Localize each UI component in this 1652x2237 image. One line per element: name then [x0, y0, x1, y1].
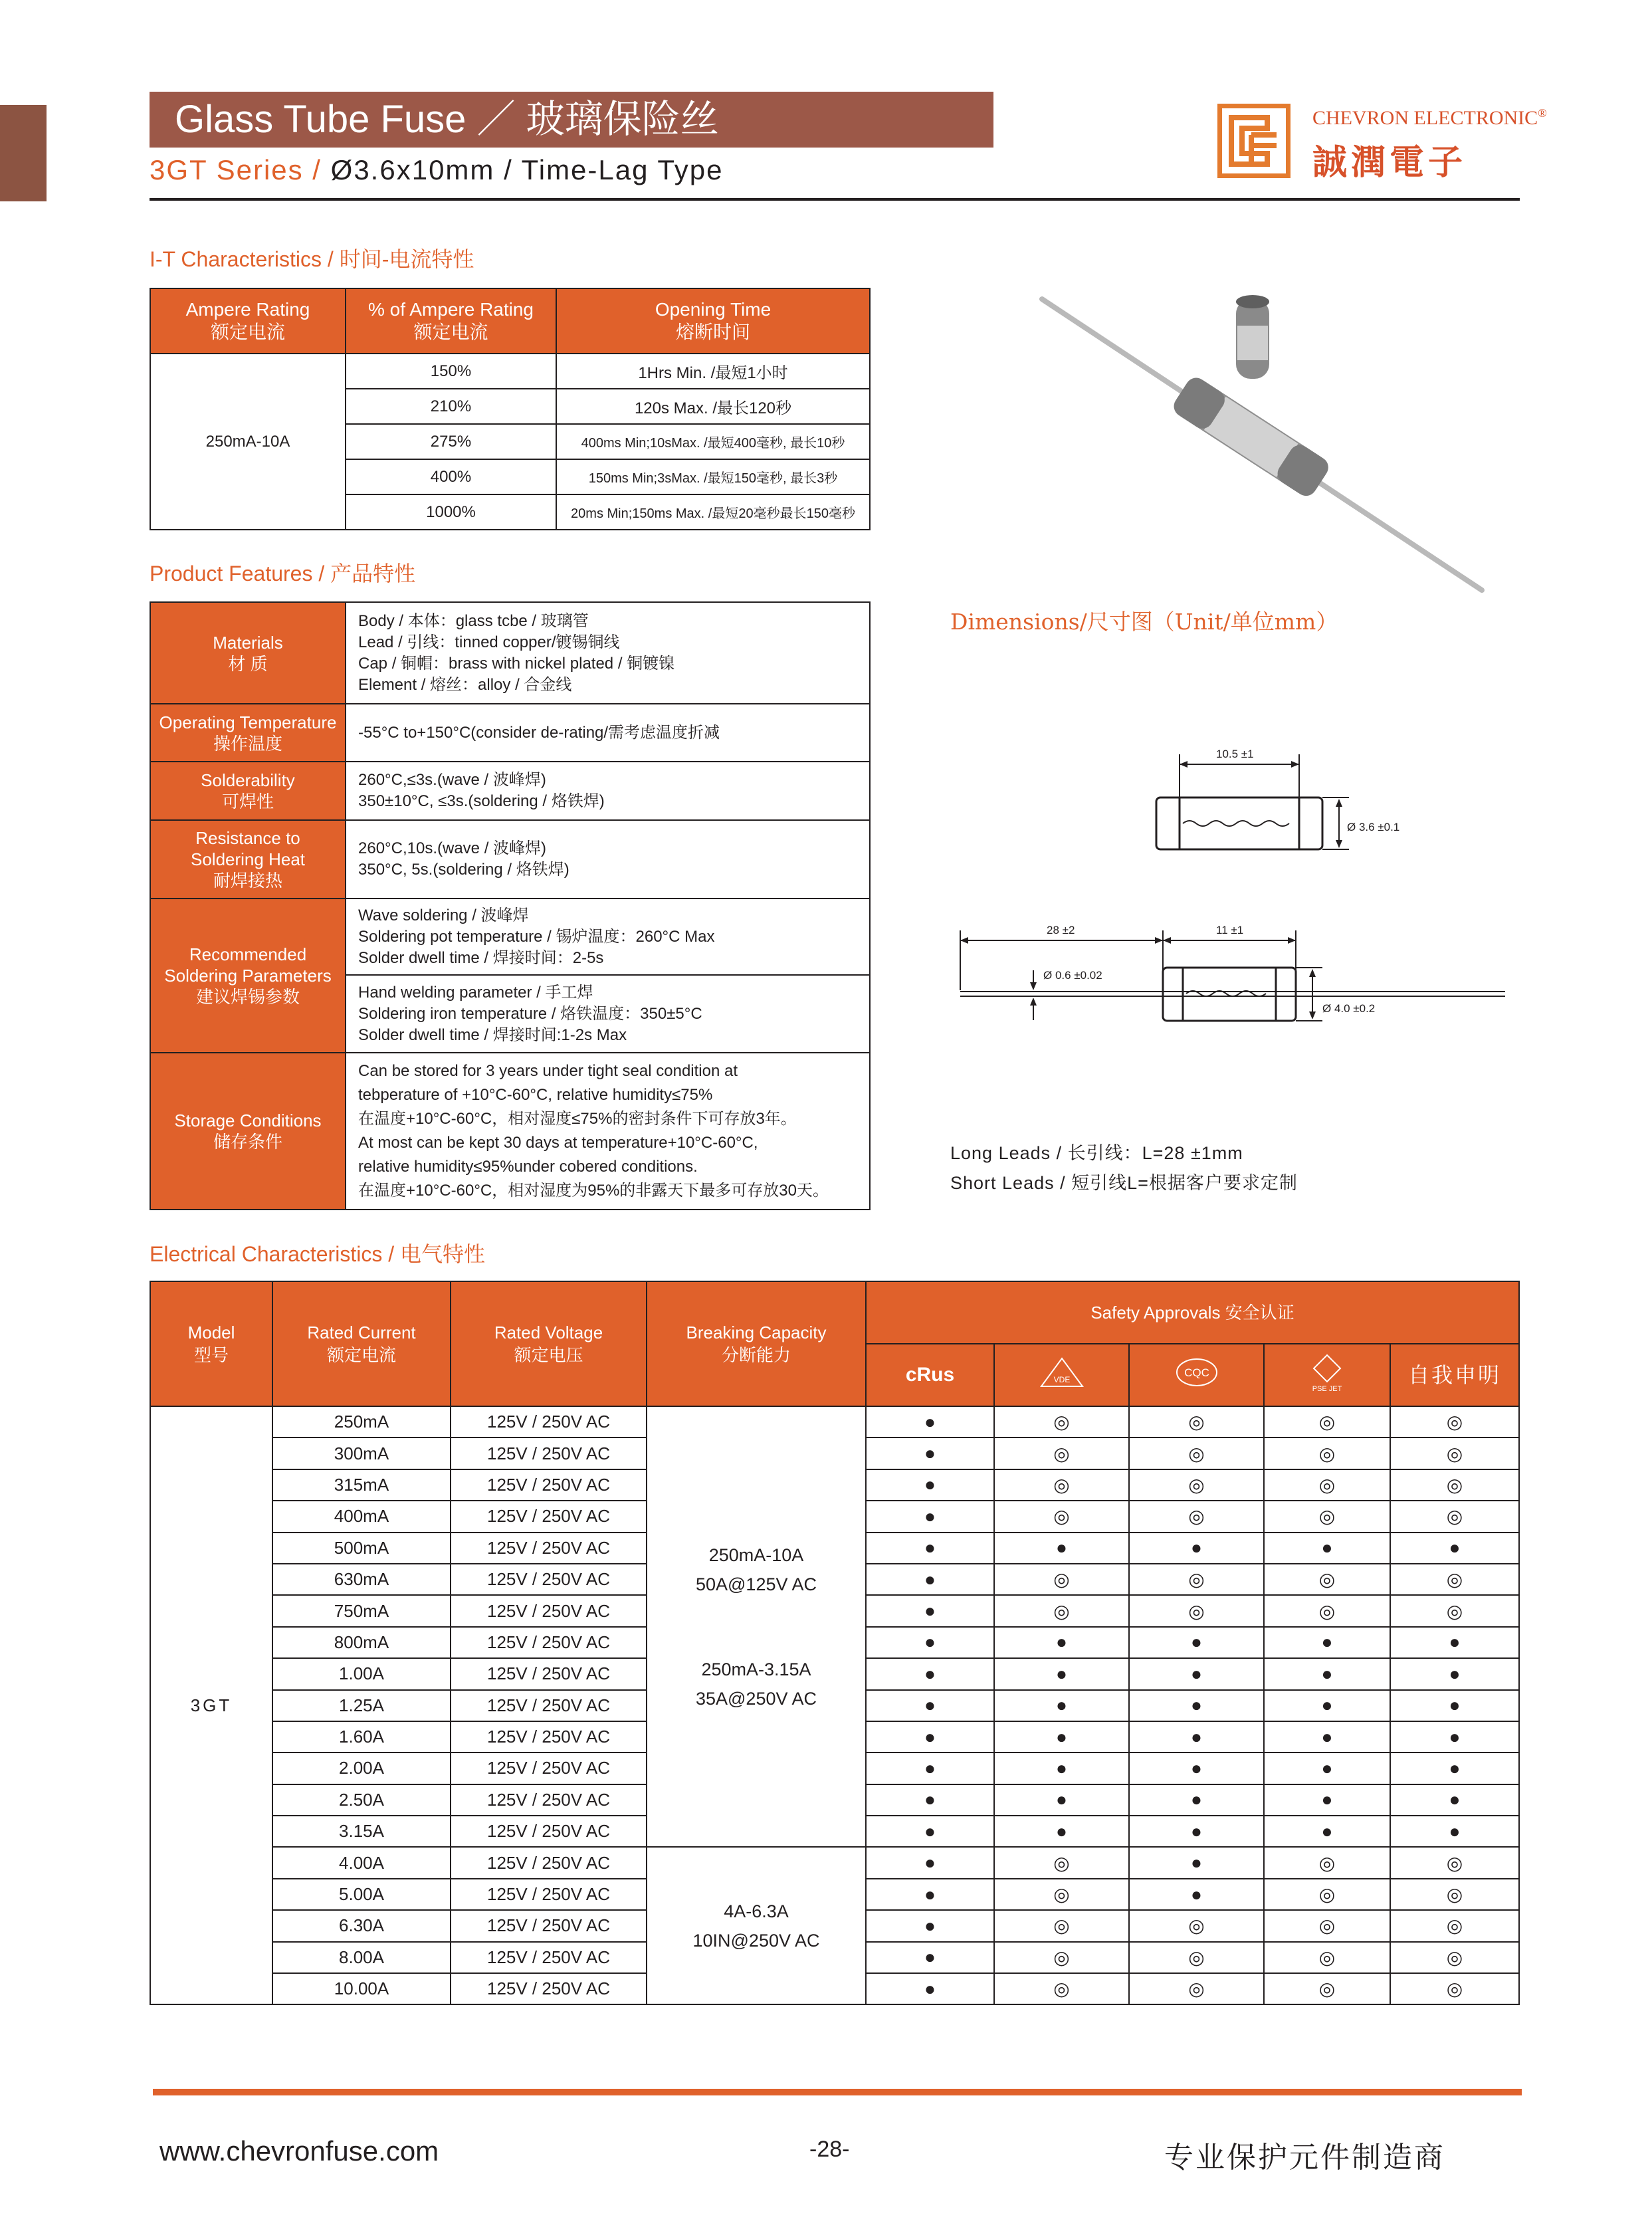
label-zh: 储存条件 — [213, 1132, 282, 1152]
storage-line: relative humidity≤95%under cobered conditions. — [358, 1158, 698, 1176]
self-declaration-cell: ◎ — [1390, 1847, 1519, 1878]
pse-approval-cell: ● — [1264, 1816, 1390, 1847]
vde-mark-icon — [994, 1344, 1129, 1406]
table-row — [150, 1406, 1519, 1438]
self-declaration-cell: ● — [1390, 1533, 1519, 1564]
self-declaration-cell: ◎ — [1390, 1973, 1519, 2004]
breaking-capacity-line: 35A@250V AC — [695, 1688, 817, 1709]
label-zh: 耐焊接热 — [213, 871, 282, 891]
cqc-approval-cell: ● — [1129, 1658, 1264, 1689]
it-header-time — [556, 288, 870, 354]
ul-approval-cell: ● — [866, 1406, 994, 1438]
vde-approval-cell: ◎ — [994, 1438, 1129, 1469]
cqc-mark-text: CQC — [1184, 1366, 1209, 1379]
hand-line: Solder dwell time / 焊接时间:1-2s Max — [358, 1025, 627, 1044]
ul-approval-cell: ● — [866, 1438, 994, 1469]
materials-line: Element / 熔丝：alloy / 合金线 — [358, 675, 572, 694]
vde-approval-cell: ● — [994, 1690, 1129, 1721]
materials-line: Body / 本体：glass tcbe / 玻璃管 — [358, 611, 589, 630]
breaking-capacity-line: 4A-6.3A — [724, 1901, 789, 1921]
page-number: -28- — [809, 2137, 850, 2162]
long-leads-note: Long Leads / 长引线：L=28 ±1mm — [950, 1143, 1243, 1163]
header-zh: 分断能力 — [721, 1345, 791, 1365]
vde-approval-cell: ◎ — [994, 1469, 1129, 1501]
label-en: Resistance to — [195, 828, 300, 848]
rated-current-cell: 3.15A — [272, 1816, 451, 1847]
vde-approval-cell: ◎ — [994, 1564, 1129, 1595]
rated-current-cell: 2.50A — [272, 1784, 451, 1816]
cqc-approval-cell: ◎ — [1129, 1942, 1264, 1973]
rated-current-cell: 1.25A — [272, 1690, 451, 1721]
breaking-capacity-line: 250mA-10A — [708, 1545, 804, 1565]
rated-current-cell: 6.30A — [272, 1910, 451, 1941]
self-declaration-cell: ● — [1390, 1690, 1519, 1721]
solderability-value — [346, 762, 870, 820]
storage-line: Can be stored for 3 years under tight seal condition at — [358, 1062, 738, 1080]
label-en: Operating Temperature — [159, 712, 337, 732]
ul-approval-cell: ● — [866, 1690, 994, 1721]
rated-current-cell: 300mA — [272, 1438, 451, 1469]
dim-length-label: 10.5 ±1 — [1216, 748, 1254, 760]
rated-current-cell: 1.00A — [272, 1658, 451, 1689]
footer-divider — [153, 2089, 1522, 2095]
header-en: Ampere Rating — [185, 299, 310, 320]
cqc-approval-cell: ◎ — [1129, 1438, 1264, 1469]
vde-approval-cell: ● — [994, 1753, 1129, 1784]
ul-approval-cell: ● — [866, 1533, 994, 1564]
self-declaration-header: 自我申明 — [1390, 1344, 1519, 1406]
self-declaration-cell: ● — [1390, 1658, 1519, 1689]
pse-approval-cell: ● — [1264, 1784, 1390, 1816]
vde-mark-text: VDE — [1053, 1375, 1070, 1384]
self-declaration-cell: ◎ — [1390, 1595, 1519, 1626]
rated-voltage-cell: 125V / 250V AC — [451, 1784, 647, 1816]
label-en: Storage Conditions — [174, 1111, 322, 1130]
cqc-approval-cell: ● — [1129, 1847, 1264, 1878]
self-declaration-cell: ● — [1390, 1753, 1519, 1784]
hand-line: Hand welding parameter / 手工焊 — [358, 983, 593, 1002]
pse-approval-cell: ◎ — [1264, 1595, 1390, 1626]
cqc-approval-cell: ● — [1129, 1533, 1264, 1564]
pse-approval-cell: ◎ — [1264, 1564, 1390, 1595]
vde-approval-cell: ● — [994, 1721, 1129, 1753]
pse-approval-cell: ◎ — [1264, 1910, 1390, 1941]
header-en: % of Ampere Rating — [367, 299, 534, 320]
self-declaration-cell: ◎ — [1390, 1564, 1519, 1595]
rated-current-cell: 750mA — [272, 1595, 451, 1626]
label-zh: 操作温度 — [213, 733, 282, 754]
rated-current-cell: 315mA — [272, 1469, 451, 1501]
rated-voltage-cell: 125V / 250V AC — [451, 1533, 647, 1564]
breaking-capacity-cell — [647, 1847, 866, 2004]
it-pct: 210% — [346, 389, 556, 424]
breaking-capacity-cell — [647, 1406, 866, 1847]
breaking-capacity-line: 10IN@250V AC — [692, 1930, 820, 1951]
hand-line: Soldering iron temperature / 烙铁温度：350±5°C — [358, 1004, 702, 1023]
rated-current-cell: 10.00A — [272, 1973, 451, 2004]
rated-voltage-cell: 125V / 250V AC — [451, 1627, 647, 1658]
pse-approval-cell: ● — [1264, 1721, 1390, 1753]
breaking-capacity-line: 50A@125V AC — [695, 1574, 817, 1594]
it-time: 120s Max. /最长120秒 — [556, 389, 870, 424]
rated-current-cell: 4.00A — [272, 1847, 451, 1878]
pse-approval-cell: ◎ — [1264, 1879, 1390, 1910]
series-spec: Ø3.6x10mm / Time-Lag Type — [321, 154, 724, 185]
vde-approval-cell: ● — [994, 1627, 1129, 1658]
vde-approval-cell: ◎ — [994, 1501, 1129, 1532]
cqc-approval-cell: ◎ — [1129, 1564, 1264, 1595]
ul-approval-cell: ● — [866, 1847, 994, 1878]
it-range: 250mA-10A — [150, 354, 346, 530]
short-leads-note: Short Leads / 短引线L=根据客户要求定制 — [950, 1173, 1298, 1193]
header-safety-approvals: Safety Approvals 安全认证 — [866, 1281, 1519, 1344]
materials-line: Cap / 铜帽：brass with nickel plated / 铜镀镍 — [358, 654, 675, 673]
solderability-line: 260°C,≤3s.(wave / 波峰焊) — [358, 771, 546, 789]
ul-approval-cell: ● — [866, 1784, 994, 1816]
header-zh: 型号 — [193, 1345, 229, 1365]
rated-voltage-cell: 125V / 250V AC — [451, 1406, 647, 1438]
label-en: Materials — [213, 632, 283, 653]
rated-voltage-cell: 125V / 250V AC — [451, 1721, 647, 1753]
ul-approval-cell: ● — [866, 1816, 994, 1847]
rated-voltage-cell: 125V / 250V AC — [451, 1501, 647, 1532]
materials-label — [150, 602, 346, 704]
dim-lead-diameter-label: Ø 0.6 ±0.02 — [1043, 969, 1102, 982]
header-divider — [150, 198, 1520, 201]
pse-approval-cell: ◎ — [1264, 1973, 1390, 2004]
side-tab — [0, 105, 47, 201]
ul-approval-cell: ● — [866, 1564, 994, 1595]
it-time: 1Hrs Min. /最短1小时 — [556, 354, 870, 389]
storage-line: 在温度+10°C-60°C，相对湿度为95%的非露天下最多可存放30天。 — [358, 1182, 829, 1200]
header-en: Rated Voltage — [494, 1323, 603, 1342]
pse-approval-cell: ◎ — [1264, 1942, 1390, 1973]
rated-voltage-cell: 125V / 250V AC — [451, 1973, 647, 2004]
cqc-approval-cell: ● — [1129, 1816, 1264, 1847]
solderability-line: 350±10°C, ≤3s.(soldering / 烙铁焊) — [358, 792, 605, 810]
rated-voltage-cell: 125V / 250V AC — [451, 1910, 647, 1941]
rated-voltage-cell: 125V / 250V AC — [451, 1658, 647, 1689]
storage-line: tebperature of +10°C-60°C, relative humidity≤75% — [358, 1086, 713, 1104]
ul-approval-cell: ● — [866, 1658, 994, 1689]
ul-mark-text: cRus — [905, 1364, 955, 1386]
it-time: 150ms Min;3sMax. /最短150毫秒, 最长3秒 — [556, 459, 870, 494]
registered-mark: ® — [1538, 106, 1547, 120]
ul-approval-cell: ● — [866, 1973, 994, 2004]
label-en: Soldering Parameters — [164, 966, 332, 986]
self-declaration-cell: ◎ — [1390, 1438, 1519, 1469]
rated-current-cell: 630mA — [272, 1564, 451, 1595]
operating-temp-label — [150, 704, 346, 762]
vde-approval-cell: ◎ — [994, 1879, 1129, 1910]
resistance-value — [346, 820, 870, 899]
header-zh: 熔断时间 — [675, 322, 750, 342]
cqc-approval-cell: ● — [1129, 1627, 1264, 1658]
electrical-section-title: Electrical Characteristics / 电气特性 — [150, 1242, 485, 1266]
rated-voltage-cell: 125V / 250V AC — [451, 1438, 647, 1469]
vde-approval-cell: ● — [994, 1533, 1129, 1564]
cqc-approval-cell: ◎ — [1129, 1406, 1264, 1438]
rated-current-cell: 1.60A — [272, 1721, 451, 1753]
dimensions-title: Dimensions/尺寸图（Unit/单位mm） — [950, 609, 1338, 635]
pse-mark-text: PSE JET — [1312, 1385, 1342, 1392]
header-en: Opening Time — [655, 299, 772, 320]
pse-approval-cell: ◎ — [1264, 1847, 1390, 1878]
dim-lead-label: 28 ±2 — [1047, 924, 1075, 936]
header-zh: 额定电压 — [514, 1345, 583, 1365]
brand-name-en — [1312, 106, 1547, 130]
cqc-approval-cell: ◎ — [1129, 1501, 1264, 1532]
vde-approval-cell: ◎ — [994, 1406, 1129, 1438]
storage-label — [150, 1053, 346, 1210]
rated-voltage-cell: 125V / 250V AC — [451, 1595, 647, 1626]
it-header-percent — [346, 288, 556, 354]
rated-voltage-cell: 125V / 250V AC — [451, 1690, 647, 1721]
it-header-ampere — [150, 288, 346, 354]
self-declaration-cell: ◎ — [1390, 1879, 1519, 1910]
features-table — [150, 601, 871, 1210]
header-model — [150, 1281, 272, 1406]
self-declaration-cell: ● — [1390, 1784, 1519, 1816]
vde-approval-cell: ● — [994, 1658, 1129, 1689]
brand-logo-icon — [1217, 104, 1291, 178]
vde-approval-cell: ◎ — [994, 1595, 1129, 1626]
pse-approval-cell: ◎ — [1264, 1406, 1390, 1438]
rated-voltage-cell: 125V / 250V AC — [451, 1564, 647, 1595]
it-pct: 1000% — [346, 494, 556, 530]
storage-line: 在温度+10°C-60°C，相对湿度≤75%的密封条件下可存放3年。 — [358, 1110, 797, 1128]
header-rated-current — [272, 1281, 451, 1406]
fuse-product-image — [1023, 279, 1502, 605]
dimensions-drawing — [944, 724, 1542, 1057]
rated-current-cell: 250mA — [272, 1406, 451, 1438]
pse-approval-cell: ● — [1264, 1690, 1390, 1721]
self-declaration-cell: ● — [1390, 1816, 1519, 1847]
ul-approval-cell: ● — [866, 1942, 994, 1973]
rated-voltage-cell: 125V / 250V AC — [451, 1879, 647, 1910]
header-en: Breaking Capacity — [686, 1323, 827, 1342]
pse-approval-cell: ◎ — [1264, 1438, 1390, 1469]
cqc-approval-cell: ● — [1129, 1879, 1264, 1910]
vde-approval-cell: ◎ — [994, 1973, 1129, 2004]
wave-line: Soldering pot temperature / 锡炉温度：260°C Max — [358, 927, 715, 946]
dim-diameter-label: Ø 3.6 ±0.1 — [1347, 821, 1400, 833]
pse-approval-cell: ● — [1264, 1533, 1390, 1564]
ul-approval-cell: ● — [866, 1501, 994, 1532]
header-rated-voltage — [451, 1281, 647, 1406]
ul-approval-cell: ● — [866, 1879, 994, 1910]
it-table — [150, 288, 871, 530]
resistance-line: 260°C,10s.(wave / 波峰焊) — [358, 839, 547, 857]
rated-current-cell: 8.00A — [272, 1942, 451, 1973]
label-zh: 材 质 — [228, 653, 268, 674]
self-declaration-cell: ● — [1390, 1627, 1519, 1658]
cqc-approval-cell: ● — [1129, 1784, 1264, 1816]
pse-approval-cell: ◎ — [1264, 1501, 1390, 1532]
wave-soldering-value — [346, 899, 870, 975]
self-declaration-cell: ◎ — [1390, 1501, 1519, 1532]
cqc-approval-cell: ● — [1129, 1753, 1264, 1784]
cqc-approval-cell: ◎ — [1129, 1973, 1264, 2004]
rated-voltage-cell: 125V / 250V AC — [451, 1942, 647, 1973]
storage-line: At most can be kept 30 days at temperature+10°C-60°C, — [358, 1134, 758, 1152]
it-time: 20ms Min;150ms Max. /最短20毫秒最长150毫秒 — [556, 494, 870, 530]
header-en: Model — [187, 1323, 235, 1342]
hand-welding-value — [346, 975, 870, 1053]
pse-approval-cell: ● — [1264, 1658, 1390, 1689]
it-section-title: I-T Characteristics / 时间-电流特性 — [150, 247, 474, 271]
label-zh: 可焊性 — [221, 792, 274, 811]
rated-voltage-cell: 125V / 250V AC — [451, 1816, 647, 1847]
cqc-approval-cell: ● — [1129, 1690, 1264, 1721]
storage-value — [346, 1053, 870, 1210]
ul-approval-cell: ● — [866, 1627, 994, 1658]
materials-line: Lead / 引线：tinned copper/镀锡铜线 — [358, 633, 620, 651]
label-zh: 建议焊锡参数 — [195, 987, 300, 1007]
vde-approval-cell: ◎ — [994, 1847, 1129, 1878]
page-title: Glass Tube Fuse ／ 玻璃保险丝 — [150, 92, 993, 148]
electrical-table — [150, 1281, 1520, 2005]
page-subtitle — [150, 154, 723, 186]
breaking-capacity-line: 250mA-3.15A — [701, 1659, 811, 1679]
recommended-label — [150, 899, 346, 1053]
cqc-approval-cell: ◎ — [1129, 1910, 1264, 1941]
self-declaration-cell: ◎ — [1390, 1406, 1519, 1438]
it-pct: 400% — [346, 459, 556, 494]
vde-approval-cell: ● — [994, 1816, 1129, 1847]
header-breaking-capacity — [647, 1281, 866, 1406]
ul-mark-icon — [866, 1344, 994, 1406]
brand-name-en-text: CHEVRON ELECTRONIC — [1312, 107, 1538, 129]
header-zh: 额定电流 — [326, 1345, 396, 1365]
ul-approval-cell: ● — [866, 1595, 994, 1626]
self-declaration-cell: ● — [1390, 1721, 1519, 1753]
rated-current-cell: 500mA — [272, 1533, 451, 1564]
footer-website: www.chevronfuse.com — [159, 2135, 439, 2167]
vde-approval-cell: ◎ — [994, 1910, 1129, 1941]
pse-approval-cell: ◎ — [1264, 1469, 1390, 1501]
resistance-label — [150, 820, 346, 899]
cqc-approval-cell: ◎ — [1129, 1595, 1264, 1626]
pse-approval-cell: ● — [1264, 1753, 1390, 1784]
wave-line: Solder dwell time / 焊接时间：2-5s — [358, 948, 604, 967]
dim-body-label: 11 ±1 — [1216, 924, 1244, 936]
wave-line: Wave soldering / 波峰焊 — [358, 906, 529, 924]
header-zh: 额定电流 — [413, 322, 488, 342]
it-pct: 150% — [346, 354, 556, 389]
electrical-rows — [150, 1406, 1519, 2004]
pse-mark-icon — [1264, 1344, 1390, 1406]
solderability-label — [150, 762, 346, 820]
footer-tagline: 专业保护元件制造商 — [1164, 2141, 1445, 2174]
label-en: Solderability — [201, 770, 295, 790]
brand-name-zh: 誠潤電子 — [1312, 142, 1467, 183]
ul-approval-cell: ● — [866, 1469, 994, 1501]
rated-voltage-cell: 125V / 250V AC — [451, 1469, 647, 1501]
dim-cap-diameter-label: Ø 4.0 ±0.2 — [1322, 1002, 1376, 1015]
ul-approval-cell: ● — [866, 1753, 994, 1784]
label-en: Recommended — [189, 944, 307, 964]
ul-approval-cell: ● — [866, 1910, 994, 1941]
vde-approval-cell: ● — [994, 1784, 1129, 1816]
rated-current-cell: 2.00A — [272, 1753, 451, 1784]
rated-voltage-cell: 125V / 250V AC — [451, 1847, 647, 1878]
materials-value — [346, 602, 870, 704]
model-cell: 3GT — [150, 1406, 272, 2004]
series-label: 3GT Series / — [150, 154, 322, 185]
vde-approval-cell: ◎ — [994, 1942, 1129, 1973]
cqc-approval-cell: ● — [1129, 1721, 1264, 1753]
it-pct: 275% — [346, 424, 556, 459]
cqc-approval-cell: ◎ — [1129, 1469, 1264, 1501]
operating-temp-value: -55°C to+150°C(consider de-rating/需考虑温度折减 — [346, 704, 870, 762]
label-en: Soldering Heat — [191, 849, 305, 869]
rated-current-cell: 400mA — [272, 1501, 451, 1532]
header-en: Rated Current — [307, 1323, 416, 1342]
self-declaration-cell: ◎ — [1390, 1910, 1519, 1941]
pse-approval-cell: ● — [1264, 1627, 1390, 1658]
rated-current-cell: 800mA — [272, 1627, 451, 1658]
ul-approval-cell: ● — [866, 1721, 994, 1753]
rated-voltage-cell: 125V / 250V AC — [451, 1753, 647, 1784]
it-time: 400ms Min;10sMax. /最短400毫秒, 最长10秒 — [556, 424, 870, 459]
rated-current-cell: 5.00A — [272, 1879, 451, 1910]
self-declaration-cell: ◎ — [1390, 1469, 1519, 1501]
self-declaration-cell: ◎ — [1390, 1942, 1519, 1973]
header-zh: 额定电流 — [210, 322, 285, 342]
cqc-mark-icon — [1129, 1344, 1264, 1406]
features-section-title: Product Features / 产品特性 — [150, 562, 416, 586]
table-row — [150, 1847, 1519, 1878]
resistance-line: 350°C, 5s.(soldering / 烙铁焊) — [358, 861, 569, 879]
